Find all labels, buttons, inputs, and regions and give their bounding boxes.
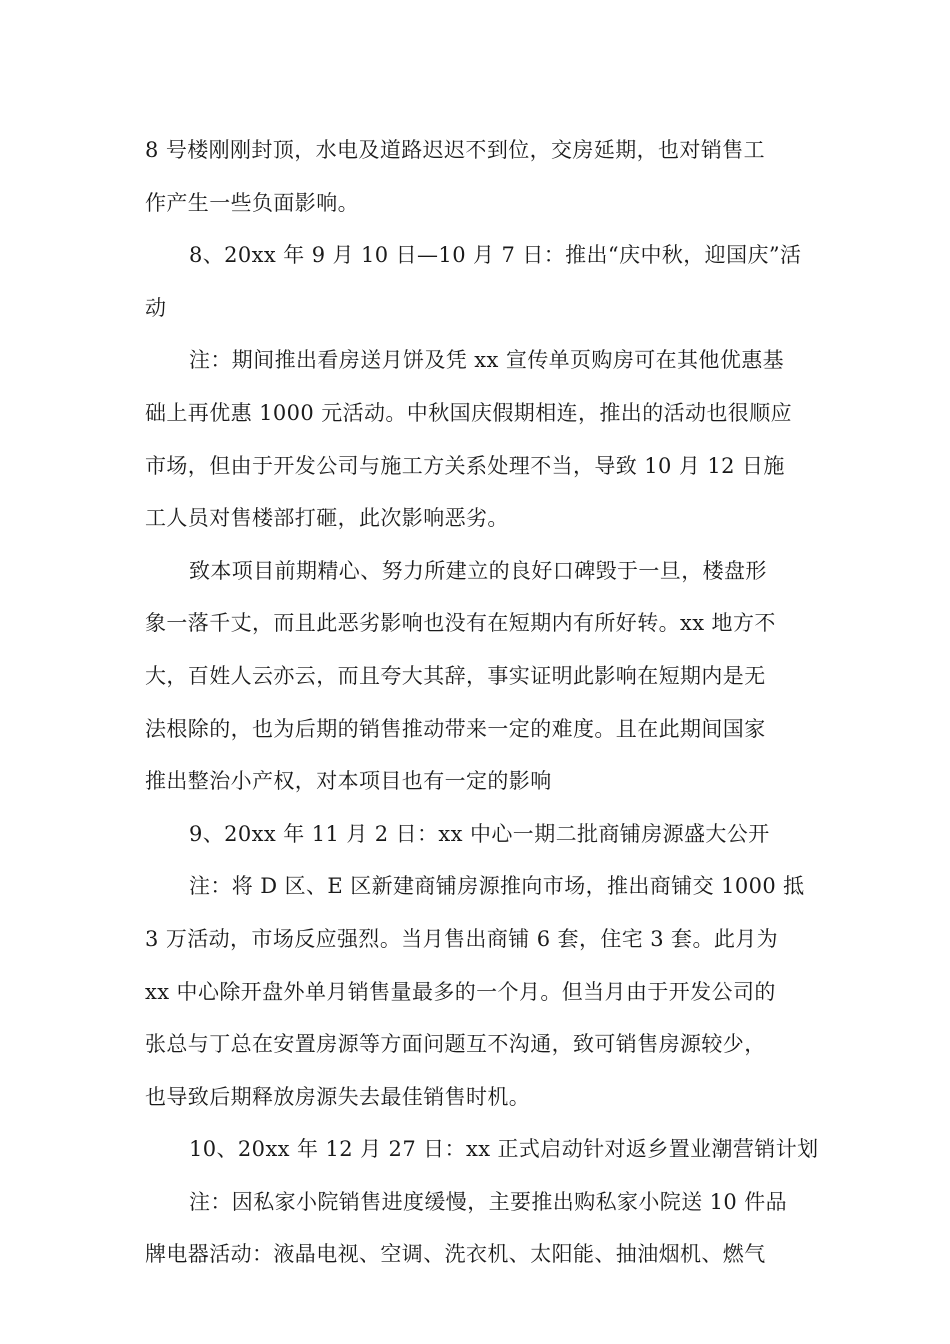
text-line: 张总与丁总在安置房源等方面问题互不沟通，致可销售房源较少， xyxy=(145,1032,766,1057)
section-heading: 9、20xx 年 11 月 2 日：xx 中心一期二批商铺房源盛大公开 xyxy=(189,821,770,846)
text-line: 象一落千丈，而且此恶劣影响也没有在短期内有所好转。xx 地方不 xyxy=(145,611,776,636)
text-line: 市场，但由于开发公司与施工方关系处理不当，导致 10 月 12 日施 xyxy=(145,453,785,478)
note-line: 注：期间推出看房送月饼及凭 xx 宣传单页购房可在其他优惠基 xyxy=(189,348,785,373)
section-heading: 8、20xx 年 9 月 10 日—10 月 7 日：推出“庆中秋，迎国庆”活 xyxy=(189,243,802,268)
note-line: 注：因私家小院销售进度缓慢，主要推出购私家小院送 10 件品 xyxy=(189,1189,788,1214)
text-line: 8 号楼刚刚封顶，水电及道路迟迟不到位，交房延期，也对销售工 xyxy=(145,138,766,162)
paragraph-start: 致本项目前期精心、努力所建立的良好口碑毁于一旦，楼盘形 xyxy=(189,558,767,583)
text-line: 3 万活动，市场反应强烈。当月售出商铺 6 套，住宅 3 套。此月为 xyxy=(145,926,779,951)
text-line: 推出整治小产权，对本项目也有一定的影响 xyxy=(145,769,552,794)
document-body xyxy=(145,124,819,1281)
text-line: 动 xyxy=(145,295,167,320)
text-line: 法根除的，也为后期的销售推动带来一定的难度。且在此期间国家 xyxy=(145,716,766,741)
text-line: 工人员对售楼部打砸，此次影响恶劣。 xyxy=(145,506,509,531)
text-line: 也导致后期释放房源失去最佳销售时机。 xyxy=(145,1084,531,1109)
text-line: xx 中心除开盘外单月销售量最多的一个月。但当月由于开发公司的 xyxy=(145,979,776,1004)
text-line: 大，百姓人云亦云，而且夸大其辞，事实证明此影响在短期内是无 xyxy=(145,663,766,688)
text-line: 作产生一些负面影响。 xyxy=(145,190,359,215)
text-line: 础上再优惠 1000 元活动。中秋国庆假期相连，推出的活动也很顺应 xyxy=(145,400,792,425)
section-heading: 10、20xx 年 12 月 27 日：xx 正式启动针对返乡置业潮营销计划 xyxy=(189,1137,819,1162)
text-line: 牌电器活动：液晶电视、空调、洗衣机、太阳能、抽油烟机、燃气 xyxy=(145,1242,766,1267)
note-line: 注：将 D 区、E 区新建商铺房源推向市场，推出商铺交 1000 抵 xyxy=(189,874,805,899)
